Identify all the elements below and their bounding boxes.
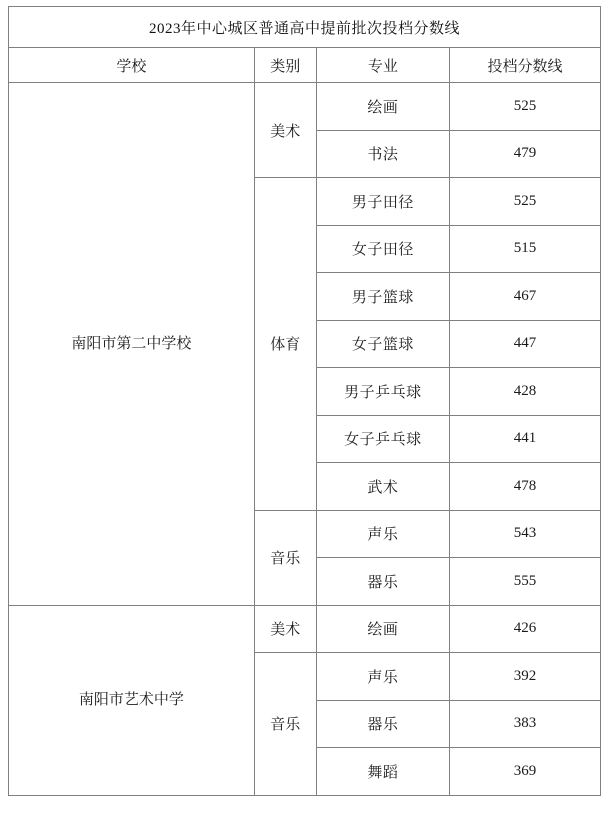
- school-name: 南阳市第二中学校: [9, 83, 255, 606]
- major-name: 书法: [316, 130, 449, 178]
- score-table-body: [9, 7, 601, 796]
- column-header-category: 类别: [254, 48, 316, 83]
- table-row: [9, 605, 601, 653]
- score-value: 441: [450, 415, 601, 463]
- header-row: [9, 48, 601, 83]
- major-name: 男子乒乓球: [316, 368, 449, 416]
- score-value: 479: [450, 130, 601, 178]
- score-value: 515: [450, 225, 601, 273]
- score-table: [8, 6, 601, 796]
- score-value: 369: [450, 748, 601, 796]
- category-name: 体育: [254, 178, 316, 511]
- category-name: 美术: [254, 83, 316, 178]
- major-name: 声乐: [316, 510, 449, 558]
- major-name: 男子篮球: [316, 273, 449, 321]
- table-row: [9, 83, 601, 131]
- major-name: 绘画: [316, 83, 449, 131]
- score-value: 467: [450, 273, 601, 321]
- major-name: 男子田径: [316, 178, 449, 226]
- score-value: 383: [450, 700, 601, 748]
- page-title: 2023年中心城区普通高中提前批次投档分数线: [9, 7, 601, 48]
- category-name: 美术: [254, 605, 316, 653]
- score-value: 478: [450, 463, 601, 511]
- score-value: 525: [450, 178, 601, 226]
- major-name: 女子乒乓球: [316, 415, 449, 463]
- category-name: 音乐: [254, 653, 316, 796]
- category-name: 音乐: [254, 510, 316, 605]
- score-value: 426: [450, 605, 601, 653]
- score-value: 525: [450, 83, 601, 131]
- major-name: 绘画: [316, 605, 449, 653]
- score-value: 555: [450, 558, 601, 606]
- major-name: 器乐: [316, 558, 449, 606]
- school-name: 南阳市艺术中学: [9, 605, 255, 795]
- score-value: 447: [450, 320, 601, 368]
- score-value: 428: [450, 368, 601, 416]
- major-name: 女子田径: [316, 225, 449, 273]
- column-header-score: 投档分数线: [450, 48, 601, 83]
- score-value: 392: [450, 653, 601, 701]
- major-name: 声乐: [316, 653, 449, 701]
- major-name: 器乐: [316, 700, 449, 748]
- column-header-school: 学校: [9, 48, 255, 83]
- column-header-major: 专业: [316, 48, 449, 83]
- major-name: 舞蹈: [316, 748, 449, 796]
- title-row: [9, 7, 601, 48]
- major-name: 武术: [316, 463, 449, 511]
- score-value: 543: [450, 510, 601, 558]
- major-name: 女子篮球: [316, 320, 449, 368]
